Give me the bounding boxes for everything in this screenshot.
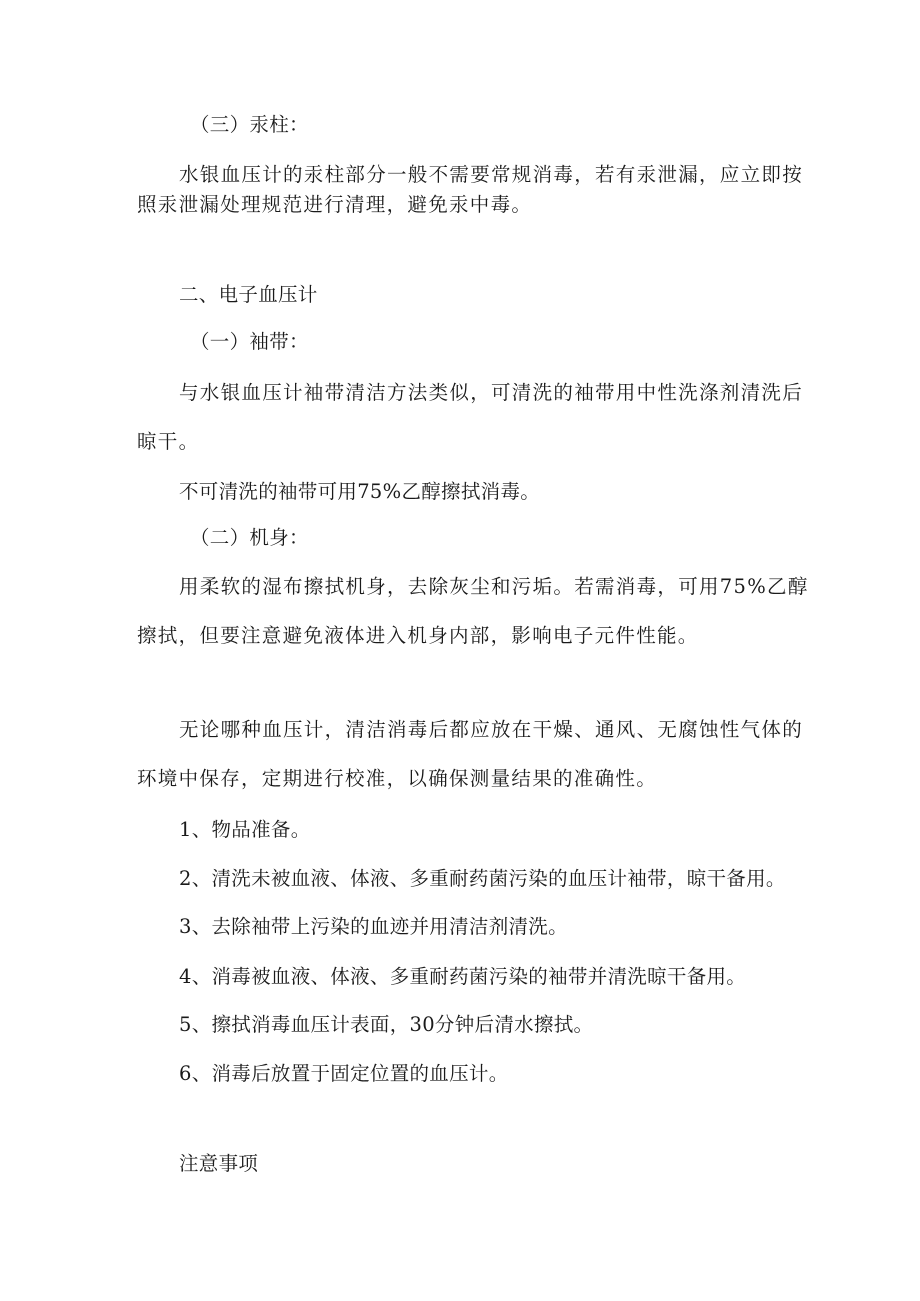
paragraph-line: 水银血压计的汞柱部分一般不需要常规消毒，若有汞泄漏，应立即按 — [179, 163, 804, 186]
step-item: 5、擦拭消毒血压计表面，30分钟后清水擦拭。 — [179, 1013, 594, 1036]
paragraph-line: 无论哪种血压计，清洁消毒后都应放在干燥、通风、无腐蚀性气体的 — [179, 718, 804, 741]
notes-heading: 注意事项 — [179, 1152, 259, 1175]
paragraph-line: 用柔软的湿布擦拭机身，去除灰尘和污垢。若需消毒，可用75%乙醇 — [179, 575, 809, 598]
step-item: 1、物品准备。 — [179, 818, 311, 841]
subheading-cuff: （一）袖带： — [190, 330, 309, 353]
paragraph-line: 擦拭，但要注意避免液体进入机身内部，影响电子元件性能。 — [137, 624, 699, 647]
step-item: 3、去除袖带上污染的血迹并用清洁剂清洗。 — [179, 915, 568, 938]
paragraph-line: 与水银血压计袖带清洁方法类似，可清洗的袖带用中性洗涤剂清洗后 — [179, 381, 804, 404]
step-item: 2、清洗未被血液、体液、多重耐药菌污染的血压计袖带，晾干备用。 — [179, 867, 786, 890]
step-item: 4、消毒被血液、体液、多重耐药菌污染的袖带并清洗晾干备用。 — [179, 965, 747, 988]
step-item: 6、消毒后放置于固定位置的血压计。 — [179, 1062, 509, 1085]
paragraph-line: 晾干。 — [137, 430, 200, 453]
paragraph-line: 不可清洗的袖带可用75%乙醇擦拭消毒。 — [179, 480, 541, 503]
section-heading-mercury-column: （三）汞柱： — [190, 113, 309, 136]
subheading-body: （二）机身： — [190, 526, 309, 549]
section-heading-electronic: 二、电子血压计 — [179, 283, 318, 306]
paragraph-line: 照汞泄漏处理规范进行清理，避免汞中毒。 — [137, 193, 533, 216]
paragraph-line: 环境中保存，定期进行校准，以确保测量结果的准确性。 — [137, 767, 658, 790]
